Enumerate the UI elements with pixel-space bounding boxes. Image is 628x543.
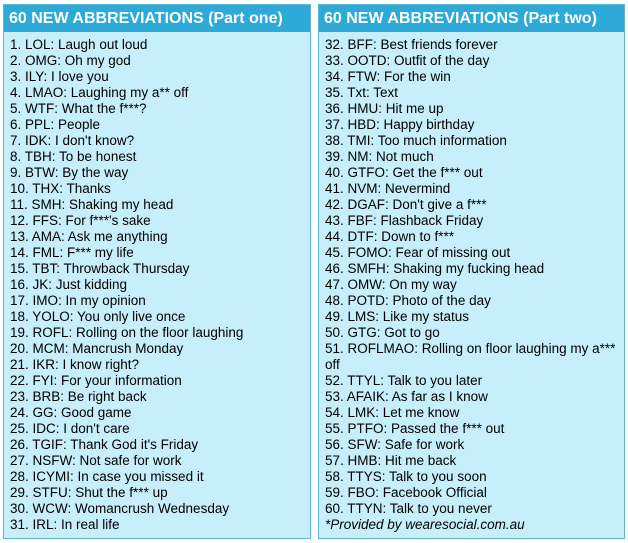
abbreviation-item: 48. POTD: Photo of the day bbox=[325, 293, 491, 308]
abbreviation-item: 47. OMW: On my way bbox=[325, 277, 457, 292]
abbreviation-item: 50. GTG: Got to go bbox=[325, 325, 440, 340]
abbreviation-item: 43. FBF: Flashback Friday bbox=[325, 213, 484, 228]
panel-part-one bbox=[3, 4, 311, 539]
panel-part-two-title: 60 NEW ABBREVIATIONS (Part two) bbox=[319, 5, 624, 32]
abbreviation-item: 40. GTFO: Get the f*** out bbox=[325, 165, 483, 180]
abbreviation-item: 39. NM: Not much bbox=[325, 149, 434, 164]
abbreviation-item: 31. IRL: In real life bbox=[10, 517, 120, 532]
abbreviation-item: 5. WTF: What the f***? bbox=[10, 101, 147, 116]
abbreviation-item: 45. FOMO: Fear of missing out bbox=[325, 245, 511, 260]
abbreviation-item: 41. NVM: Nevermind bbox=[325, 181, 451, 196]
abbreviation-item: 15. TBT: Throwback Thursday bbox=[10, 261, 190, 276]
abbreviation-item: 13. AMA: Ask me anything bbox=[10, 229, 168, 244]
abbreviation-item: 35. Txt: Text bbox=[325, 85, 399, 100]
abbreviation-item: 9. BTW: By the way bbox=[10, 165, 129, 180]
abbreviation-item: 53. AFAIK: As far as I know bbox=[325, 389, 488, 404]
abbreviation-item: 11. SMH: Shaking my head bbox=[10, 197, 174, 212]
abbreviation-item: 58. TTYS: Talk to you soon bbox=[325, 469, 487, 484]
abbreviation-item: 36. HMU: Hit me up bbox=[325, 101, 444, 116]
abbreviation-item: 7. IDK: I don't know? bbox=[10, 133, 135, 148]
abbreviation-item: 23. BRB: Be right back bbox=[10, 389, 147, 404]
abbreviation-item: 27. NSFW: Not safe for work bbox=[10, 453, 182, 468]
abbreviation-item: 59. FBO: Facebook Official bbox=[325, 485, 487, 500]
abbreviation-item: 3. ILY: I love you bbox=[10, 69, 109, 84]
abbreviation-item: 6. PPL: People bbox=[10, 117, 101, 132]
abbreviation-item: 51. ROFLMAO: Rolling on floor laughing my a*** off bbox=[325, 341, 616, 372]
panel-part-two bbox=[318, 4, 625, 539]
abbreviation-item: 22. FYI: For your information bbox=[10, 373, 182, 388]
abbreviation-item: 30. WCW: Womancrush Wednesday bbox=[10, 501, 230, 516]
abbreviation-item: 56. SFW: Safe for work bbox=[325, 437, 465, 452]
abbreviation-item: 4. LMAO: Laughing my a** off bbox=[10, 85, 189, 100]
abbreviation-item: 60. TTYN: Talk to you never bbox=[325, 501, 492, 516]
abbreviation-item: 25. IDC: I don't care bbox=[10, 421, 130, 436]
abbreviation-list-part-two bbox=[319, 32, 624, 517]
abbreviation-item: 37. HBD: Happy birthday bbox=[325, 117, 475, 132]
abbreviation-item: 8. TBH: To be honest bbox=[10, 149, 137, 164]
abbreviation-item: 18. YOLO: You only live once bbox=[10, 309, 186, 324]
abbreviation-item: 21. IKR: I know right? bbox=[10, 357, 140, 372]
abbreviation-item: 20. MCM: Mancrush Monday bbox=[10, 341, 184, 356]
abbreviation-item: 1. LOL: Laugh out loud bbox=[10, 37, 148, 52]
abbreviation-item: 16. JK: Just kidding bbox=[10, 277, 128, 292]
abbreviation-item: 14. FML: F*** my life bbox=[10, 245, 134, 260]
abbreviation-item: 52. TTYL: Talk to you later bbox=[325, 373, 483, 388]
abbreviation-item: 32. BFF: Best friends forever bbox=[325, 37, 498, 52]
abbreviation-item: 24. GG: Good game bbox=[10, 405, 132, 420]
abbreviation-item: 44. DTF: Down to f*** bbox=[325, 229, 455, 244]
abbreviation-item: 17. IMO: In my opinion bbox=[10, 293, 146, 308]
abbreviation-item: 28. ICYMI: In case you missed it bbox=[10, 469, 204, 484]
abbreviation-item: 55. PTFO: Passed the f*** out bbox=[325, 421, 505, 436]
source-credit: *Provided by wearesocial.com.au bbox=[325, 517, 525, 532]
abbreviation-item: 46. SMFH: Shaking my fucking head bbox=[325, 261, 545, 276]
abbreviation-item: 10. THX: Thanks bbox=[10, 181, 111, 196]
abbreviation-item: 54. LMK: Let me know bbox=[325, 405, 460, 420]
panel-part-one-title: 60 NEW ABBREVIATIONS (Part one) bbox=[4, 5, 310, 32]
abbreviation-item: 33. OOTD: Outfit of the day bbox=[325, 53, 490, 68]
abbreviation-item: 2. OMG: Oh my god bbox=[10, 53, 131, 68]
abbreviation-list-part-one bbox=[4, 32, 310, 533]
abbreviation-item: 19. ROFL: Rolling on the floor laughing bbox=[10, 325, 244, 340]
abbreviation-item: 34. FTW: For the win bbox=[325, 69, 451, 84]
abbreviation-item: 49. LMS: Like my status bbox=[325, 309, 470, 324]
abbreviation-item: 29. STFU: Shut the f*** up bbox=[10, 485, 168, 500]
abbreviation-item: 38. TMI: Too much information bbox=[325, 133, 507, 148]
abbreviation-item: 57. HMB: Hit me back bbox=[325, 453, 457, 468]
abbreviation-item: 42. DGAF: Don't give a f*** bbox=[325, 197, 487, 212]
abbreviation-item: 26. TGIF: Thank God it's Friday bbox=[10, 437, 199, 452]
abbreviation-item: 12. FFS: For f***'s sake bbox=[10, 213, 151, 228]
